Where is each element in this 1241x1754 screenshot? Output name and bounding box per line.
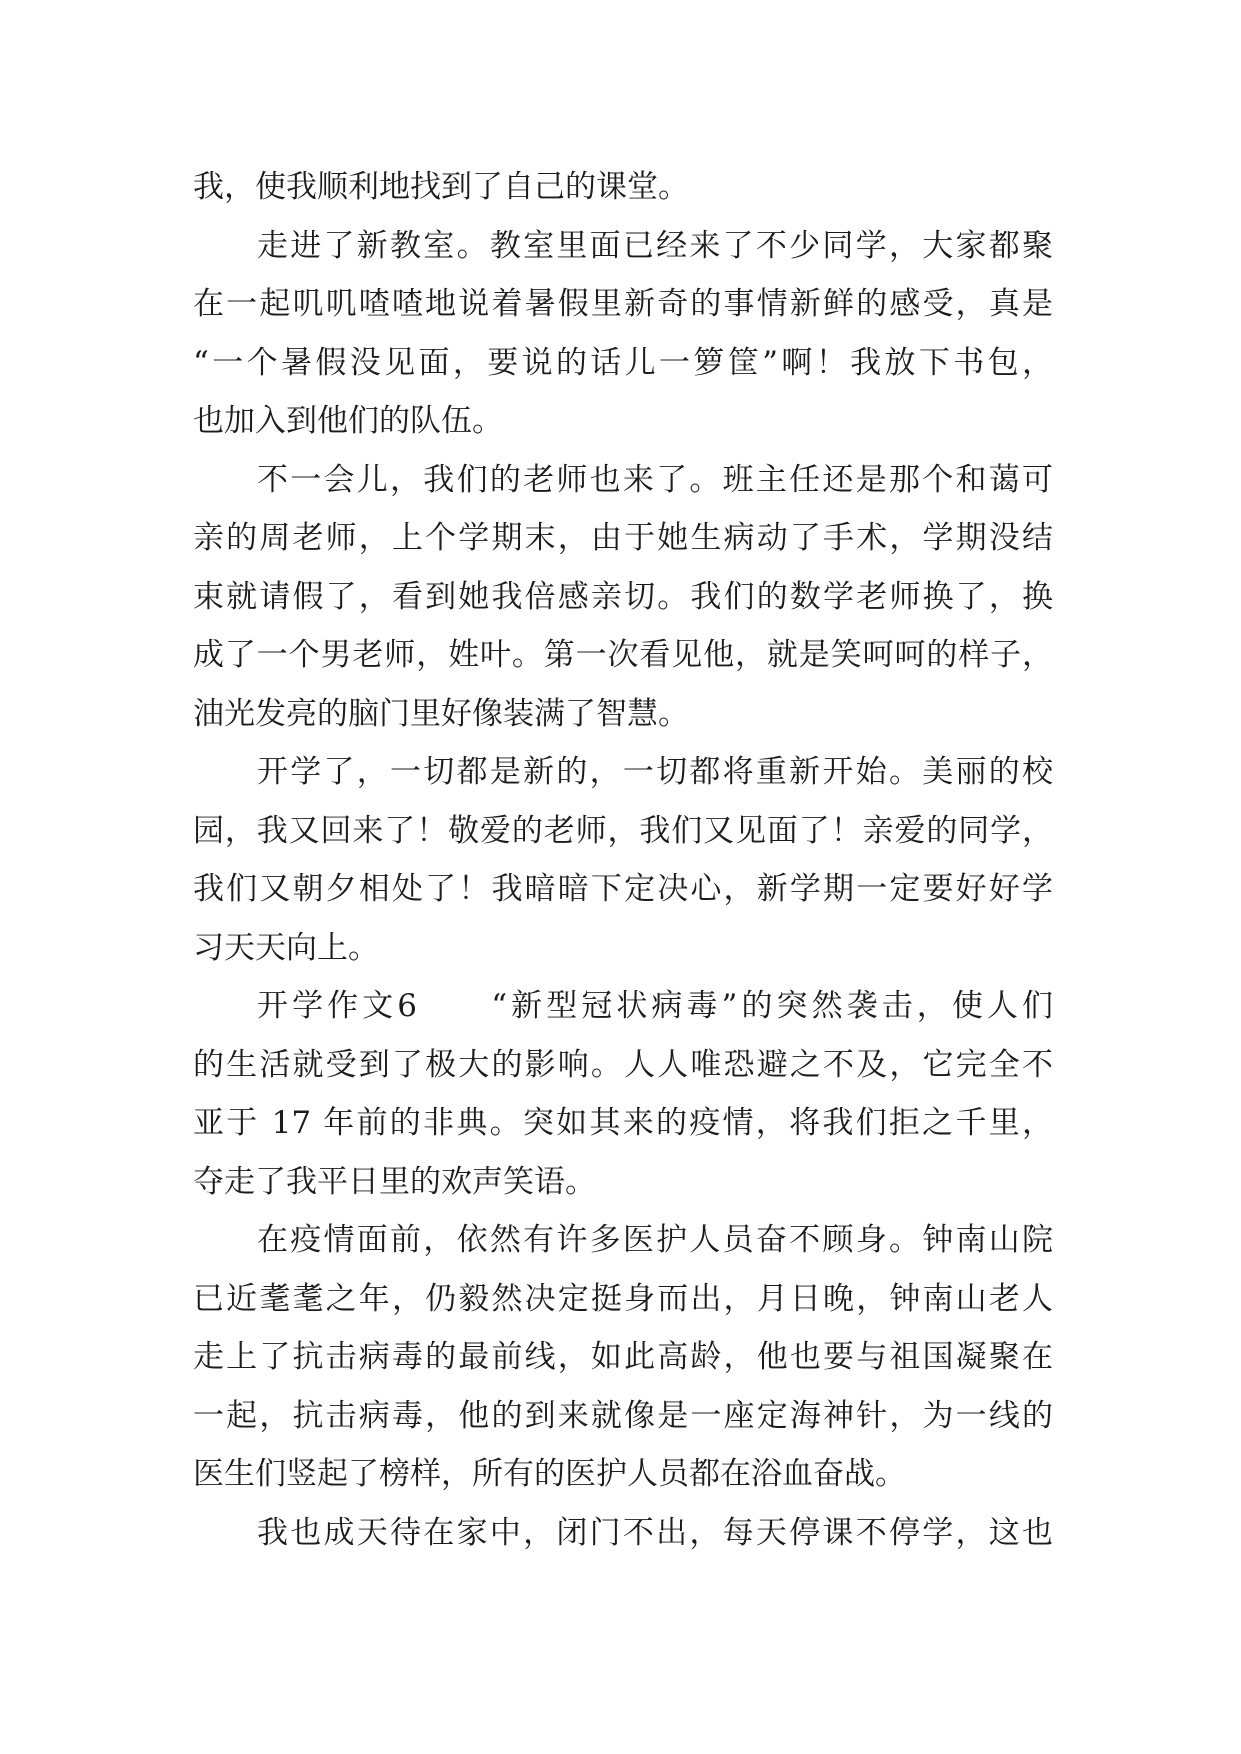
text-line: 成了一个男老师，姓叶。第一次看见他，就是笑呵呵的样子，: [193, 637, 1053, 673]
text-line: 也加入到他们的队伍。: [193, 403, 503, 439]
text-line: 不一会儿，我们的老师也来了。班主任还是那个和蔼可: [257, 461, 1053, 498]
text-line: 我，使我顺利地找到了自己的课堂。: [193, 169, 689, 205]
text-line: 油光发亮的脑门里好像装满了智慧。: [193, 695, 689, 732]
text-line: 一起，抗击病毒，他的到来就像是一座定海神针，为一线的: [193, 1397, 1053, 1434]
text-line: 园，我又回来了！敬爱的老师，我们又见面了！亲爱的同学，: [193, 812, 1053, 849]
text-line: 在一起叽叽喳喳地说着暑假里新奇的事情新鲜的感受，真是: [193, 286, 1053, 322]
text-line: “一个暑假没见面，要说的话儿一箩筐”啊！我放下书包，: [193, 344, 1053, 381]
text-line: 亚于 17 年前的非典。突如其来的疫情，将我们拒之千里，: [193, 1105, 1053, 1141]
document-body: [193, 158, 1053, 1562]
text-line: 走进了新教室。教室里面已经来了不少同学，大家都聚: [257, 227, 1053, 264]
text-line: 走上了抗击病毒的最前线，如此高龄，他也要与祖国凝聚在: [193, 1339, 1053, 1375]
text-line: 已近耄耄之年，仍毅然决定挺身而出，月日晚，钟南山老人: [193, 1280, 1053, 1317]
text-line: 夺走了我平日里的欢声笑语。: [193, 1163, 596, 1200]
text-line: 医生们竖起了榜样，所有的医护人员都在浴血奋战。: [193, 1456, 906, 1492]
text-line: 我也成天待在家中，闭门不出，每天停课不停学，这也: [257, 1514, 1053, 1551]
text-line: 习天天向上。: [193, 929, 379, 966]
text-line: 亲的周老师，上个学期末，由于她生病动了手术，学期没结: [193, 520, 1053, 556]
text-line: 束就请假了，看到她我倍感亲切。我们的数学老师换了，换: [193, 578, 1053, 615]
text-line: 开学了，一切都是新的，一切都将重新开始。美丽的校: [257, 754, 1053, 790]
text-line: 的生活就受到了极大的影响。人人唯恐避之不及，它完全不: [193, 1046, 1053, 1083]
text-line: 开学作文6 “新型冠状病毒”的突然袭击，使人们: [257, 988, 1053, 1024]
text-line: 我们又朝夕相处了！我暗暗下定决心，新学期一定要好好学: [193, 871, 1053, 907]
text-line: 在疫情面前，依然有许多医护人员奋不顾身。钟南山院: [257, 1222, 1053, 1258]
